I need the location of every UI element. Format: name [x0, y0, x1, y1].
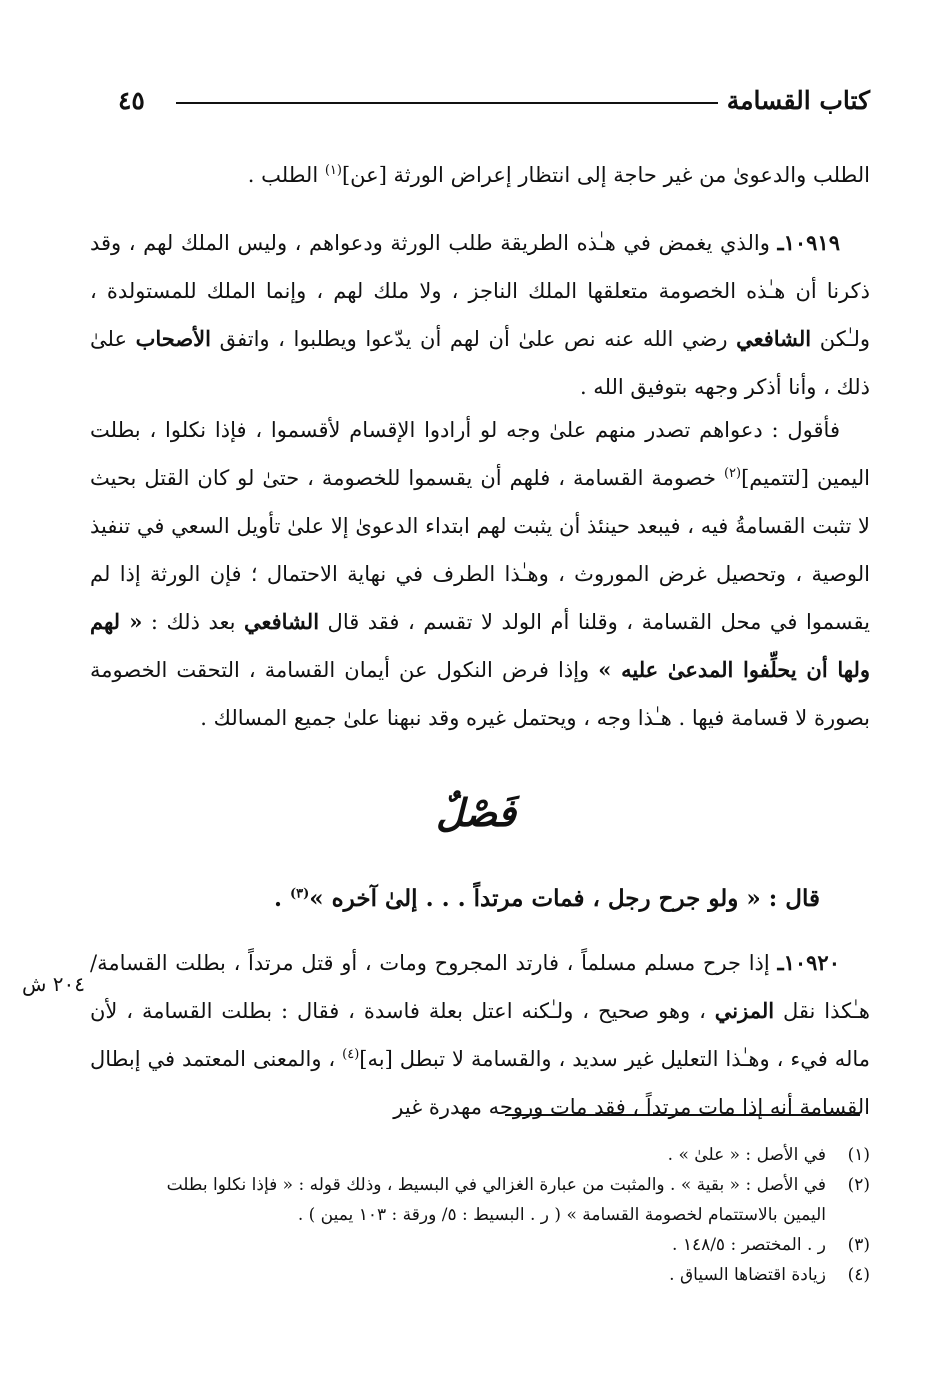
paragraph-continuation — [90, 151, 870, 199]
text-run: والذي يغمض في هـٰذه الطريقة طلب الورثة ودعواهم ، وليس الملك لهم ، وقد ذكرنا أن هـٰذه الخصومة متعلقها الملك الناجز ، ولا ملك لهم ، وإنما الملك للمستولدة ، ولـٰكن — [90, 231, 871, 351]
text-run: رضي الله عنه نص علىٰ أن لهم أن يدّعوا ويطلبوا ، واتفق — [210, 327, 737, 351]
text-run: بعد ذلك : — [142, 610, 244, 634]
text-run: وإذا فرض النكول عن أيمان القسامة ، التحقت الخصومة بصورة لا قسامة فيها . هـٰذا وجه ، ويحتمل غيره وقد نبهنا علىٰ جميع المسالك . — [90, 658, 870, 730]
footnote-number: (٢) — [847, 1175, 870, 1195]
footnote-text: في الأصل : « علىٰ » . — [667, 1145, 826, 1165]
paragraph-number: ١٠٩٢٠ـ — [777, 950, 840, 975]
bold-name: الشافعي — [736, 326, 812, 351]
footnote-ref: (٤) — [342, 1047, 360, 1062]
footnote-text: ر . المختصر : ١٤٨/٥ . — [672, 1235, 826, 1255]
margin-folio-note: ٢٠٤ ش — [22, 972, 86, 996]
text-run: علىٰ ذلك ، وأنا أذكر وجهه بتوفيق الله . — [90, 327, 870, 399]
text-run: . — [273, 885, 290, 912]
paragraph-10919 — [90, 219, 870, 411]
footnote-text: زيادة اقتضاها السياق . — [669, 1265, 826, 1285]
footnote-ref: (٣) — [289, 886, 310, 902]
footnote-ref: (١) — [324, 163, 342, 178]
text-run: خصومة القسامة ، فلهم أن يقسموا للخصومة ، حتىٰ لو كان القتل بحيث لا تثبت القسامةُ فيه ، فيبعد حينئذ أن يثبت لهم ابتداء الدعوىٰ إلا علىٰ تأويل السعي في تنفيذ الوصية ، وتحصيل غرض الموروث ، وهـٰذا الطرف في نهاية الاحتمال ؛ فإن الورثة إذا لم يقسموا في محل القسامة ، وقلنا أم الولد لا تقسم ، فقد قال — [90, 466, 870, 634]
header-rule — [176, 102, 718, 104]
text-run: ، وهو صحيح ، ولـٰكنه اعتل بعلة فاسدة ، فقال : بطلت القسامة ، لأن ماله فيء ، وهـٰذا التعليل غير سديد ، والقسامة لا تبطل [به] — [90, 999, 870, 1071]
footnote — [150, 1230, 870, 1260]
footnote-rule — [505, 1114, 860, 1116]
footnotes — [150, 1140, 870, 1290]
footnote — [150, 1170, 870, 1230]
footnote-number: (٤) — [847, 1265, 870, 1285]
text-run: قال : « ولو جرح رجل ، فمات مرتداً . . . إلىٰ آخره » — [309, 885, 820, 912]
text-run: إذا جرح مسلم مسلماً ، فارتد المجروح ومات ، أو قتل مرتداً ، بطلت القسامة/ هـٰكذا نقل — [90, 951, 870, 1023]
text-run: ، والمعنى المعتمد في إبطال القسامة أنه إذا مات مرتداً ، فقد مات وروحه مهدرة غير — [90, 1047, 870, 1119]
footnote-number: (٣) — [847, 1235, 870, 1255]
text-run: الطلب . — [247, 163, 325, 187]
running-header — [118, 82, 870, 122]
header-title: كتاب القسامة — [726, 86, 870, 115]
bold-name: الأصحاب — [135, 326, 211, 351]
paragraph-aqool — [90, 406, 870, 742]
page-number: ٤٥ — [118, 86, 145, 115]
footnote — [150, 1140, 870, 1170]
text-run: الطلب والدعوىٰ من غير حاجة إلى انتظار إعراض الورثة [عن] — [341, 163, 870, 187]
paragraph-number: ١٠٩١٩ـ — [777, 230, 840, 255]
section-heading-fasl: فَصْلٌ — [436, 790, 516, 835]
paragraph-10920 — [90, 939, 870, 1131]
footnote-text: في الأصل : « بقية » . والمثبت من عبارة الغزالي في البسيط ، وذلك قوله : « فإذا نكلوا بطلت اليمين بالاستتمام لخصومة القسامة » ( ر . البسيط : ٥/ ورقة : ١٠٣ يمين ) . — [166, 1175, 826, 1225]
paragraph-qala — [90, 875, 870, 923]
bold-quote: « لهم ولها أن يحلِّفوا المدعىٰ عليه » — [90, 609, 870, 682]
footnote-ref: (٢) — [723, 466, 742, 481]
text-run: فأقول : دعواهم تصدر منهم علىٰ وجه لو أرادوا الإقسام لأقسموا ، فإذا نكلوا ، بطلت اليمين [لتتميم] — [90, 418, 870, 490]
bold-name: الشافعي — [243, 609, 320, 634]
footnote — [150, 1260, 870, 1290]
bold-name: المزني — [714, 998, 775, 1023]
footnote-number: (١) — [847, 1145, 870, 1165]
